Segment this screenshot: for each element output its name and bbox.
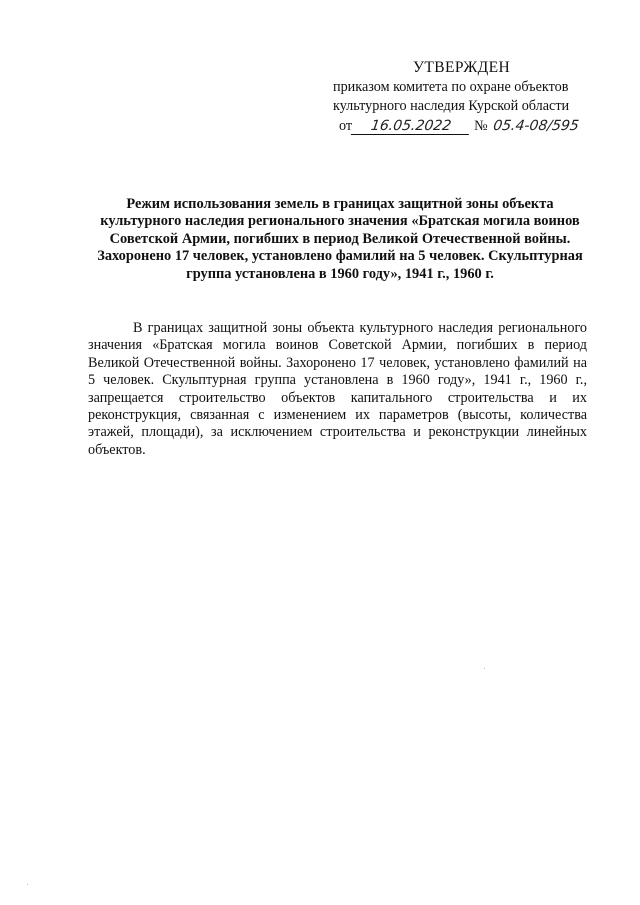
approval-committee-line: культурного наследия Курской области <box>333 98 570 114</box>
body-paragraph: В границах защитной зоны объекта культурного наследия регионального значения «Братская могила воинов Советской Армии, погибших в период Великой Отечественной войны. Захоронено 17 человек, установлено фамилий на 5 человек. Скульптурная группа установлена в 1960 году», 1941 г., 1960 г., запрещается строительство объектов капитального строительства и их реконструкция, связанная с изменением их параметров (высоты, количества этажей, площади), за исключением строительства и реконструкции линейных объектов. <box>88 320 587 458</box>
document-heading: Режим использования земель в границах защитной зоны объекта культурного наследия регионального значения «Братская могила воинов Советской Армии, погибших в период Великой Отечественной войны. Захоронено 17 человек, установлено фамилий на 5 человек. Скульптурная группа установлена в 1960 году», 1941 г., 1960 г. <box>97 196 583 282</box>
approval-title: УТВЕРЖДЕН <box>413 59 511 76</box>
handwritten-number: 05.4-08/595 <box>491 118 580 134</box>
scan-speck <box>27 884 28 885</box>
number-sign: № <box>474 118 488 134</box>
approval-order-line: приказом комитета по охране объектов <box>333 79 569 95</box>
approval-date-number-line <box>339 117 603 136</box>
scan-speck <box>484 668 485 669</box>
date-prefix: от <box>339 118 353 134</box>
approval-stamp <box>333 58 603 136</box>
handwritten-date: 16.05.2022 <box>351 118 471 135</box>
